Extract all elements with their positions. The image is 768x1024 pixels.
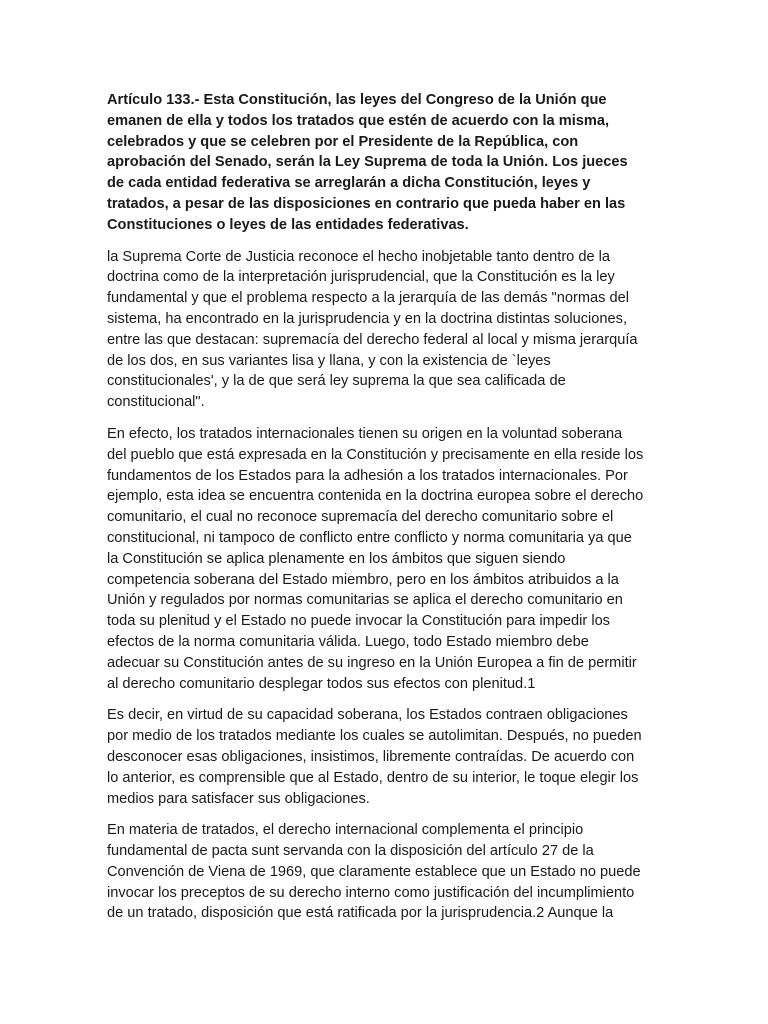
text-line: entre las que destacan: supremacía del derecho federal al local y misma jerarquía — [107, 331, 638, 348]
text-line: Unión y regulados por normas comunitarias se aplica el derecho comunitario en — [107, 592, 623, 609]
text-line: fundamental de pacta sunt servanda con la disposición del artículo 27 de la — [107, 843, 594, 860]
text-line: aprobación del Senado, serán la Ley Suprema de toda la Unión. Los jueces — [107, 154, 628, 171]
text-line: constitucionales', y la de que será ley suprema la que sea calificada de — [107, 373, 566, 390]
text-line: doctrina como de la interpretación jurisprudencial, que la Constitución es la ley — [107, 269, 615, 286]
text-line: fundamentos de los Estados para la adhesión a los tratados internacionales. Por — [107, 467, 628, 484]
text-line: ejemplo, esta idea se encuentra contenida en la doctrina europea sobre el derecho — [107, 488, 644, 505]
paragraph-materia-de-tratados — [107, 820, 667, 924]
text-line: desconocer esas obligaciones, insistimos, libremente contraídas. De acuerdo con — [107, 748, 635, 765]
text-line: invocar los preceptos de su derecho interno como justificación del incumplimiento — [107, 884, 635, 901]
text-line: la Constitución se aplica plenamente en los ámbitos que siguen siendo — [107, 550, 566, 567]
text-line: constitucional". — [107, 394, 205, 411]
text-line: fundamental y que el problema respecto a la jerarquía de las demás "normas del — [107, 290, 629, 307]
text-line: tratados, a pesar de las disposiciones en contrario que pueda haber en las — [107, 195, 626, 212]
paragraph-suprema-corte — [107, 247, 667, 413]
text-line: medios para satisfacer sus obligaciones. — [107, 790, 370, 807]
article-133-text — [107, 90, 667, 236]
text-line: sistema, ha encontrado en la jurisprudencia y en la doctrina distintas soluciones, — [107, 310, 627, 327]
paragraph-capacidad-soberana — [107, 705, 667, 809]
paragraph-tratados-internacionales — [107, 424, 667, 694]
text-line: emanen de ella y todos los tratados que estén de acuerdo con la misma, — [107, 112, 610, 129]
text-line: al derecho comunitario desplegar todos sus efectos con plenitud.1 — [107, 675, 536, 692]
text-line: Es decir, en virtud de su capacidad soberana, los Estados contraen obligaciones — [107, 707, 628, 724]
text-line: Convención de Viena de 1969, que claramente establece que un Estado no puede — [107, 863, 641, 880]
text-line: efectos de la norma comunitaria válida. Luego, todo Estado miembro debe — [107, 633, 589, 650]
text-line: lo anterior, es comprensible que al Estado, dentro de su interior, le toque elegir los — [107, 769, 639, 786]
text-line: de cada entidad federativa se arreglarán a dicha Constitución, leyes y — [107, 175, 591, 192]
document-page — [107, 90, 667, 935]
text-line: de los dos, en sus variantes lisa y llana, y con la existencia de `leyes — [107, 352, 551, 369]
text-line: Constituciones o leyes de las entidades federativas. — [107, 216, 469, 233]
text-line: por medio de los tratados mediante los cuales se autolimitan. Después, no pueden — [107, 728, 642, 745]
text-line: constitucional, ni tampoco de conflicto entre conflicto y norma comunitaria ya que — [107, 529, 632, 546]
text-line: comunitario, el cual no reconoce supremacía del derecho comunitario sobre el — [107, 509, 614, 526]
text-line: la Suprema Corte de Justicia reconoce el hecho inobjetable tanto dentro de la — [107, 248, 610, 265]
text-line: del pueblo que está expresada en la Constitución y precisamente en ella reside los — [107, 446, 644, 463]
text-line: competencia soberana del Estado miembro, pero en los ámbitos atribuidos a la — [107, 571, 619, 588]
text-line: adecuar su Constitución antes de su ingreso en la Unión Europea a fin de permitir — [107, 654, 637, 671]
text-line: toda su plenitud y el Estado no puede invocar la Constitución para impedir los — [107, 613, 610, 630]
text-line: celebrados y que se celebren por el Presidente de la República, con — [107, 133, 579, 150]
text-line: En efecto, los tratados internacionales tienen su origen en la voluntad soberana — [107, 425, 623, 442]
text-line: de un tratado, disposición que está ratificada por la jurisprudencia.2 Aunque la — [107, 905, 614, 922]
text-line: Artículo 133.- Esta Constitución, las leyes del Congreso de la Unión que — [107, 92, 607, 108]
text-line: En materia de tratados, el derecho internacional complementa el principio — [107, 822, 584, 839]
